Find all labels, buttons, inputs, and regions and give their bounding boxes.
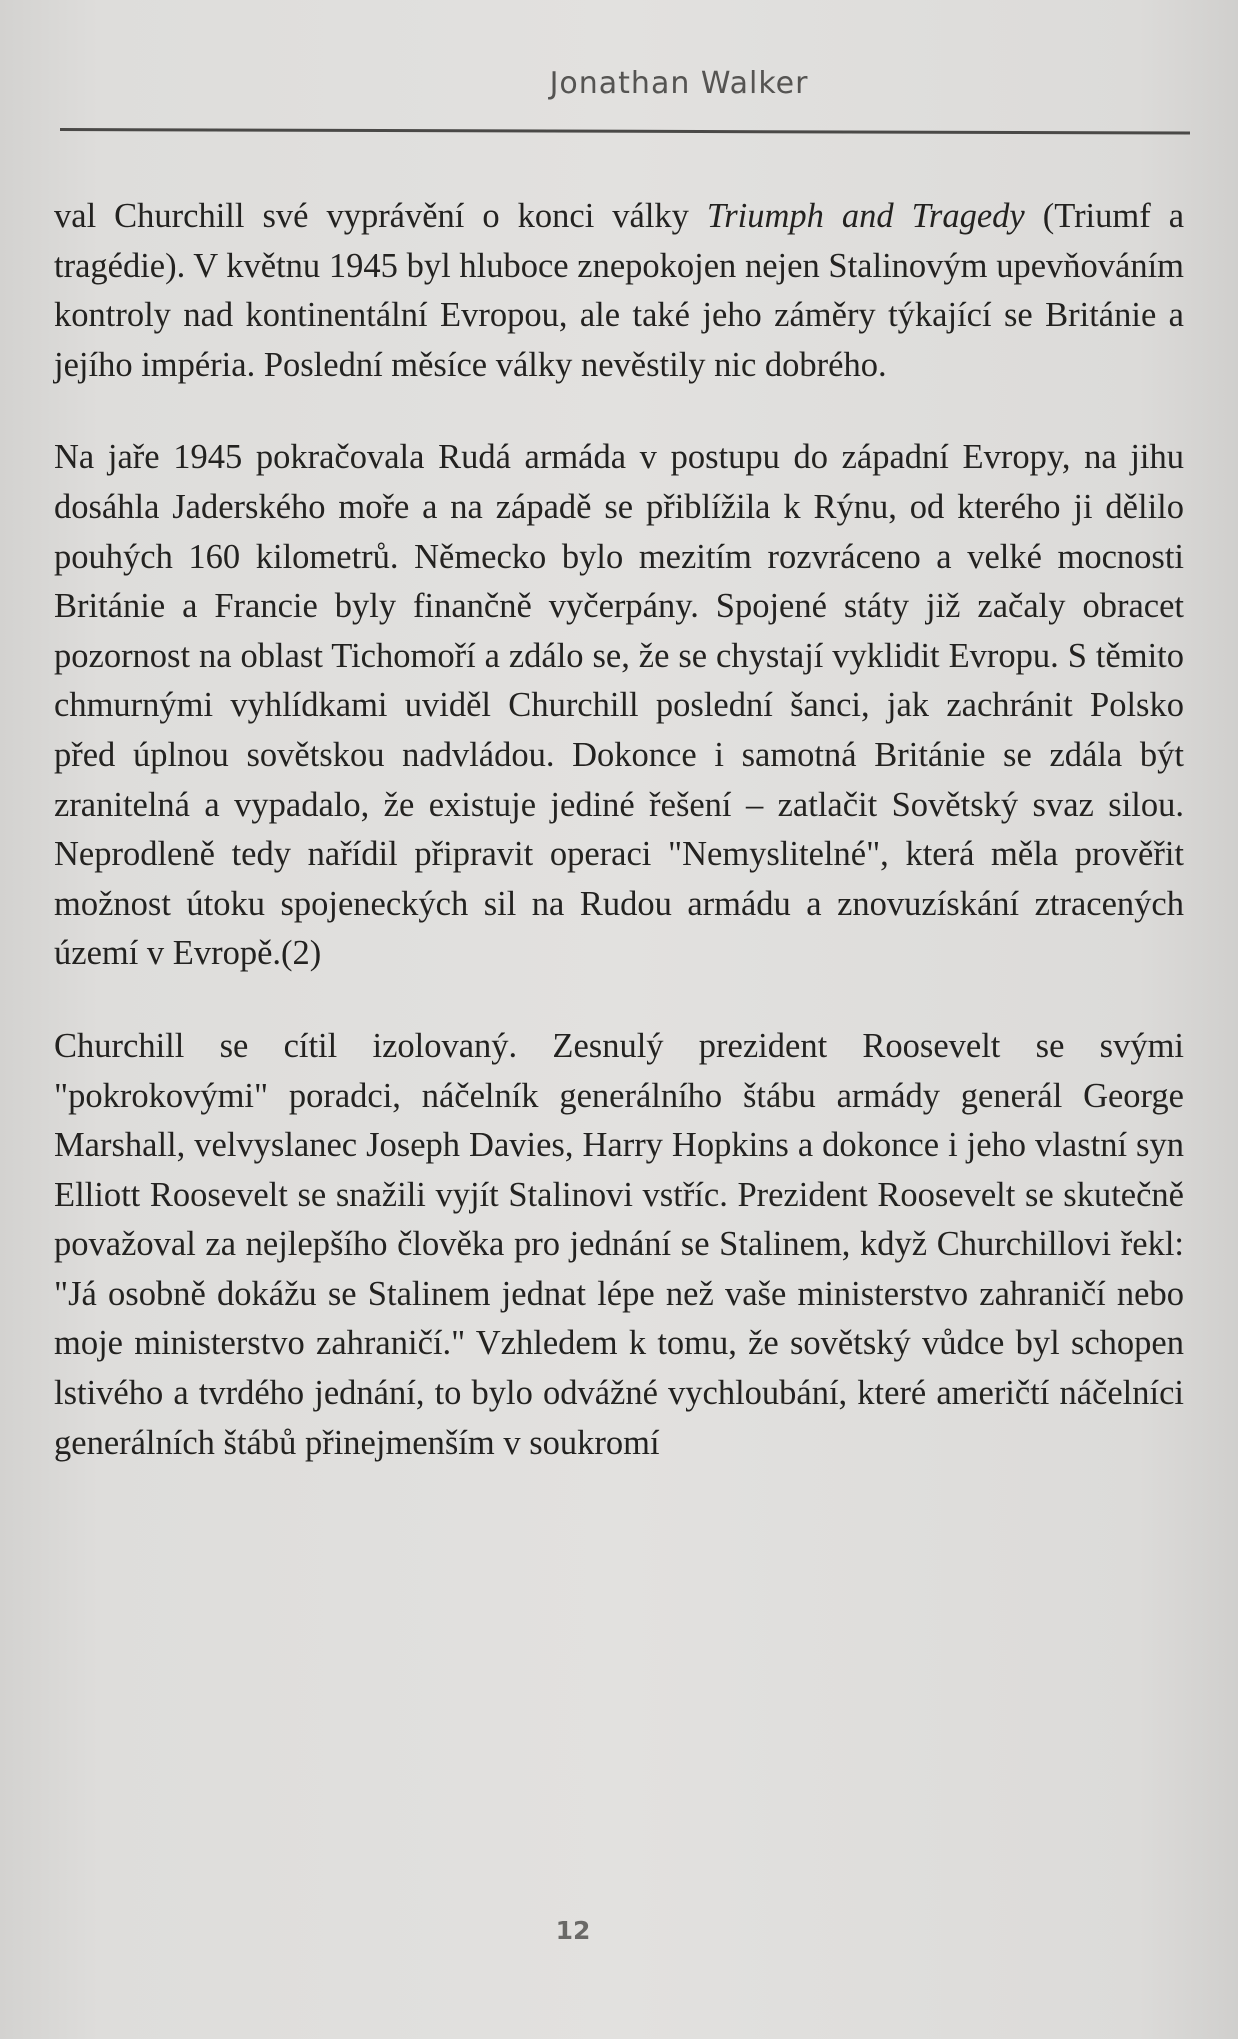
paragraph-3: Churchill se cítil izolovaný. Zesnulý prezident Roosevelt se svými "pokrokovými" poradci, náčelník generálního štábu armády generál George Marshall, velvyslanec Joseph Davies, Harry Hopkins a dokonce i jeho vlastní syn Elliott Roosevelt se snažili vyjít Stalinovi vstříc. Prezident Roosevelt se skutečně považoval za nejlepšího člověka pro jednání se Stalinem, když Churchillovi řekl: "Já osobně dokážu se Stalinem jednat lépe než vaše ministerstvo zahraničí nebo moje ministerstvo zahraničí." Vzhledem k tomu, že sovětský vůdce byl schopen lstivého a tvrdého jednání, to bylo odvážné vychloubání, které američtí náčelníci generálních štábů přinejmenším v soukromí (54, 1026, 1184, 1462)
running-header (0, 66, 1238, 101)
running-title: Jonathan Walker (549, 66, 809, 101)
page-number-footer (0, 1916, 1238, 1945)
paragraph-1-text-start: val Churchill své vyprávění o konci války (54, 197, 707, 235)
paragraph-1-text-end: (Triumf a tragédie). V květnu 1945 byl hluboce znepokojen nejen Stalinovým upevňováním kontroly nad kontinentální Evropou, ale také jeho záměry týkající se Británie a jejího impéria. Poslední měsíce války nevěstily nic dobrého. (54, 197, 1185, 384)
page-number: 12 (555, 1916, 591, 1945)
body-text (54, 192, 1184, 1468)
paragraph-2: Na jaře 1945 pokračovala Rudá armáda v postupu do západní Evropy, na jihu dosáhla Jaderského moře a na západě se přiblížila k Rýnu, od kterého ji dělilo pouhých 160 kilometrů. Německo bylo mezitím rozvráceno a velké mocnosti Británie a Francie byly finančně vyčerpány. Spojené státy již začaly obracet pozornost na oblast Tichomoří a zdálo se, že se chystají vyklidit Evropu. S těmito chmurnými vyhlídkami uviděl Churchill poslední šanci, jak zachránit Polsko před úplnou sovětskou nadvládou. Dokonce i samotná Británie se zdála být zranitelná a vypadalo, že existuje jediné řešení – zatlačit Sovětský svaz silou. Neprodleně tedy nařídil připravit operaci "Nemyslitelné", která měla prověřit možnost útoku spojeneckých sil na Rudou armádu a znovuzískání ztracených území v Evropě.(2) (54, 438, 1184, 973)
paragraph-1 (54, 192, 1184, 390)
book-title-italic: Triumph and Tragedy (706, 197, 1025, 235)
header-rule (60, 128, 1190, 135)
